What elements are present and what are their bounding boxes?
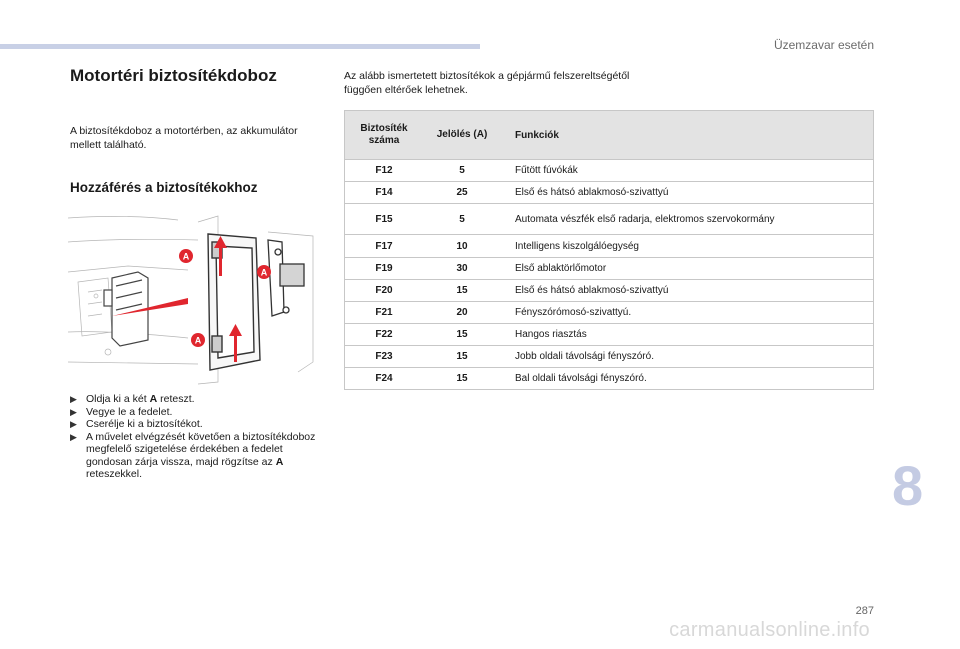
fuse-number-cell: F19 <box>345 258 424 280</box>
function-cell: Fűtött fúvókák <box>501 160 874 182</box>
function-cell: Automata vészfék első radarja, elektromos szervokormány <box>501 204 874 235</box>
bullet-arrow-icon: ▶ <box>70 406 77 417</box>
function-cell: Első ablaktörlőmotor <box>501 258 874 280</box>
step-text: Cserélje ki a biztosítékot. <box>86 418 203 430</box>
header-accent-bar <box>0 44 480 49</box>
intro-text: A biztosítékdoboz a motortérben, az akkumulátor mellett található. <box>70 125 298 151</box>
table-row <box>345 160 874 182</box>
function-cell: Első és hátsó ablakmosó-szivattyú <box>501 280 874 302</box>
step-item <box>70 393 330 406</box>
table-row <box>345 324 874 346</box>
step-text: Vegye le a fedelet. <box>86 405 173 418</box>
latch-detail <box>268 240 304 316</box>
table-row <box>345 302 874 324</box>
fuse-table-intro: Az alább ismertetett biztosítékok a gépjármű felszereltségétől függően eltérőek lehetnek. <box>344 70 630 96</box>
fuse-number-cell: F20 <box>345 280 424 302</box>
header-rating: Jelölés (A) <box>423 111 501 160</box>
table-row <box>345 368 874 390</box>
fuse-number-cell: F15 <box>345 204 424 235</box>
rating-cell: 5 <box>423 204 501 235</box>
fuse-number-cell: F22 <box>345 324 424 346</box>
function-cell: Első és hátsó ablakmosó-szivattyú <box>501 182 874 204</box>
callout-a-2: A <box>260 267 268 278</box>
function-cell: Bal oldali távolsági fényszóró. <box>501 368 874 390</box>
step-emphasis: A <box>149 393 158 405</box>
table-header-row <box>345 111 874 160</box>
function-cell: Jobb oldali távolsági fényszóró. <box>501 346 874 368</box>
rating-cell: 15 <box>423 324 501 346</box>
page-title: Motortéri biztosítékdoboz <box>70 66 277 85</box>
chapter-title: Üzemzavar esetén <box>773 38 874 52</box>
fuse-number-cell: F21 <box>345 302 424 324</box>
step-item <box>70 431 330 481</box>
step-text: reteszt. <box>157 393 195 405</box>
fuse-table <box>344 110 874 390</box>
header-fuse-number: Biztosíték száma <box>345 111 424 160</box>
instruction-steps <box>70 393 330 481</box>
rating-cell: 15 <box>423 368 501 390</box>
table-row <box>345 204 874 235</box>
table-row <box>345 280 874 302</box>
function-cell: Fényszórómosó-szivattyú. <box>501 302 874 324</box>
fuse-number-cell: F12 <box>345 160 424 182</box>
fuse-box-illustration <box>68 212 320 388</box>
step-item <box>70 406 330 419</box>
table-row <box>345 182 874 204</box>
fuse-number-cell: F17 <box>345 235 424 258</box>
step-text: A művelet elvégzését követően a biztosítékdoboz megfelelő szigetelése érdekében a fedelet gondosan zárja vissza, majd rögzítse az <box>86 430 316 468</box>
table-row <box>345 346 874 368</box>
chapter-number-tab: 8 <box>892 454 924 517</box>
rating-cell: 25 <box>423 182 501 204</box>
rating-cell: 5 <box>423 160 501 182</box>
watermark-text: carmanualsonline.info <box>669 619 870 641</box>
step-text: Oldja ki a két <box>86 393 150 405</box>
section-subtitle: Hozzáférés a biztosítékokhoz <box>70 180 258 195</box>
rating-cell: 30 <box>423 258 501 280</box>
step-item <box>70 418 330 431</box>
bullet-arrow-icon: ▶ <box>70 394 77 404</box>
header-functions: Funkciók <box>501 111 874 160</box>
rating-cell: 15 <box>423 280 501 302</box>
page-number: 287 <box>855 605 874 617</box>
callout-a-1: A <box>182 251 190 262</box>
function-cell: Intelligens kiszolgálóegység <box>501 235 874 258</box>
step-text: reteszekkel. <box>86 468 143 480</box>
table-row <box>345 258 874 280</box>
bullet-arrow-icon: ▶ <box>70 419 77 429</box>
rating-cell: 15 <box>423 346 501 368</box>
step-emphasis: A <box>275 455 284 468</box>
rating-cell: 10 <box>423 235 501 258</box>
fuse-number-cell: F14 <box>345 182 424 204</box>
table-row <box>345 235 874 258</box>
rating-cell: 20 <box>423 302 501 324</box>
fuse-number-cell: F23 <box>345 346 424 368</box>
fuse-number-cell: F24 <box>345 368 424 390</box>
callout-a-3: A <box>194 335 202 346</box>
function-cell: Hangos riasztás <box>501 324 874 346</box>
bullet-arrow-icon: ▶ <box>70 431 77 442</box>
